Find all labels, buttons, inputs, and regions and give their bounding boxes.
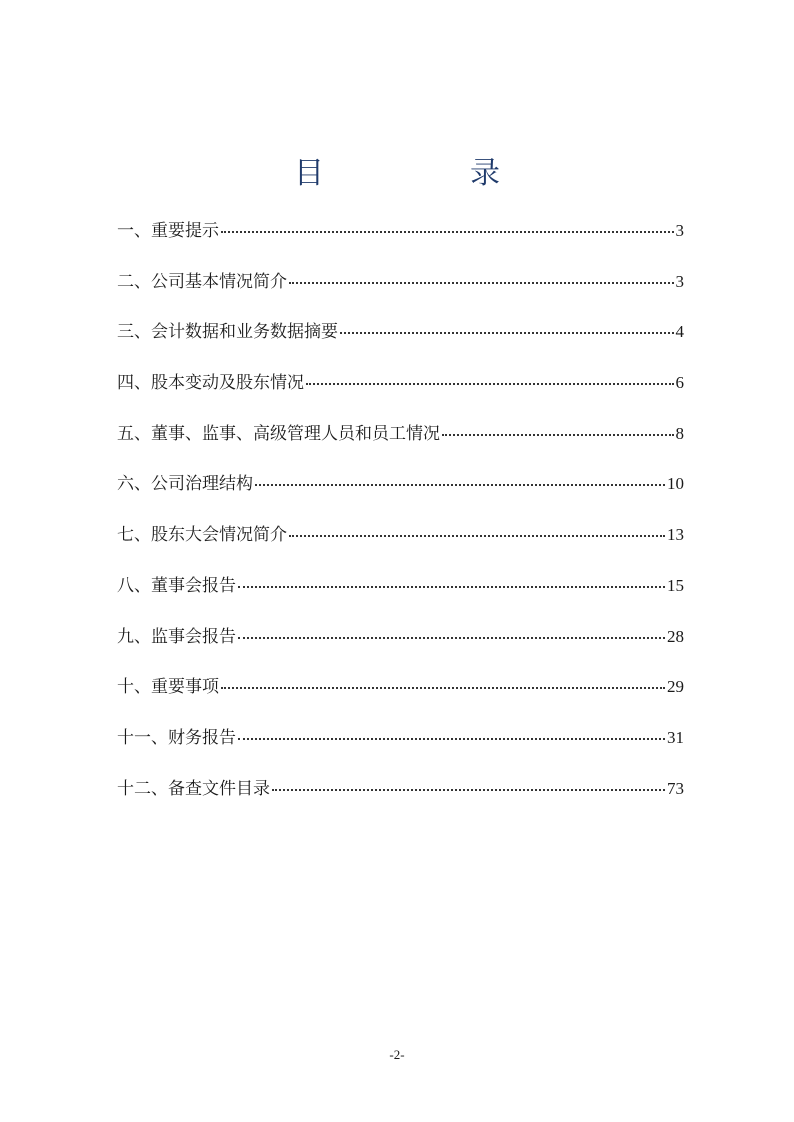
toc-entry-page: 10 [667,474,684,494]
toc-dot-leader [238,586,665,588]
toc-entry-page: 4 [675,322,684,342]
toc-entry[interactable] [117,364,684,415]
toc-entry-label: 四、股本变动及股东情况 [117,373,304,394]
toc-entry[interactable] [117,465,684,516]
toc-entry[interactable] [117,212,684,263]
toc-dot-leader [442,434,674,436]
toc-entry-label: 八、董事会报告 [117,575,236,596]
toc-dot-leader [255,484,665,486]
toc-entry-page: 8 [675,423,684,443]
toc-entry[interactable] [117,668,684,719]
toc-entry[interactable] [117,313,684,364]
page-title: 目 录 [294,156,558,191]
toc-entry[interactable] [117,567,684,618]
toc-dot-leader [238,738,665,740]
toc-entry-page: 3 [675,221,684,240]
toc-entry[interactable] [117,516,684,567]
toc-entry-page: 15 [667,575,684,595]
toc-entry-page: 3 [675,271,684,291]
toc-entry-page: 73 [667,778,684,798]
toc-entry[interactable] [117,263,684,314]
toc-entry-label: 十二、备查文件目录 [117,778,270,799]
toc-dot-leader [221,687,665,689]
toc-entry[interactable] [117,719,684,770]
toc-entry[interactable] [117,415,684,466]
toc-dot-leader [221,231,674,233]
toc-entry[interactable] [117,770,684,821]
toc-entry-label: 一、重要提示 [117,221,219,241]
table-of-contents [117,212,684,820]
toc-entry-label: 七、股东大会情况简介 [117,525,287,546]
toc-entry-page: 28 [667,626,684,646]
toc-entry-label: 二、公司基本情况简介 [117,271,287,292]
toc-entry[interactable] [117,618,684,669]
toc-entry-label: 十、重要事项 [117,677,219,698]
toc-entry-label: 六、公司治理结构 [117,474,253,495]
toc-dot-leader [306,383,674,385]
toc-entry-page: 31 [667,727,684,747]
toc-entry-label: 三、会计数据和业务数据摘要 [117,322,338,343]
toc-entry-page: 6 [675,373,684,393]
toc-dot-leader [340,332,674,334]
toc-entry-page: 29 [667,677,684,697]
toc-dot-leader [272,789,665,791]
toc-entry-label: 九、监事会报告 [117,626,236,647]
toc-entry-label: 五、董事、监事、高级管理人员和员工情况 [117,423,440,444]
toc-dot-leader [289,282,674,284]
toc-entry-page: 13 [667,525,684,545]
page-number: -2- [389,1047,405,1062]
toc-dot-leader [238,637,665,639]
toc-dot-leader [289,535,665,537]
toc-entry-label: 十一、财务报告 [117,727,236,748]
